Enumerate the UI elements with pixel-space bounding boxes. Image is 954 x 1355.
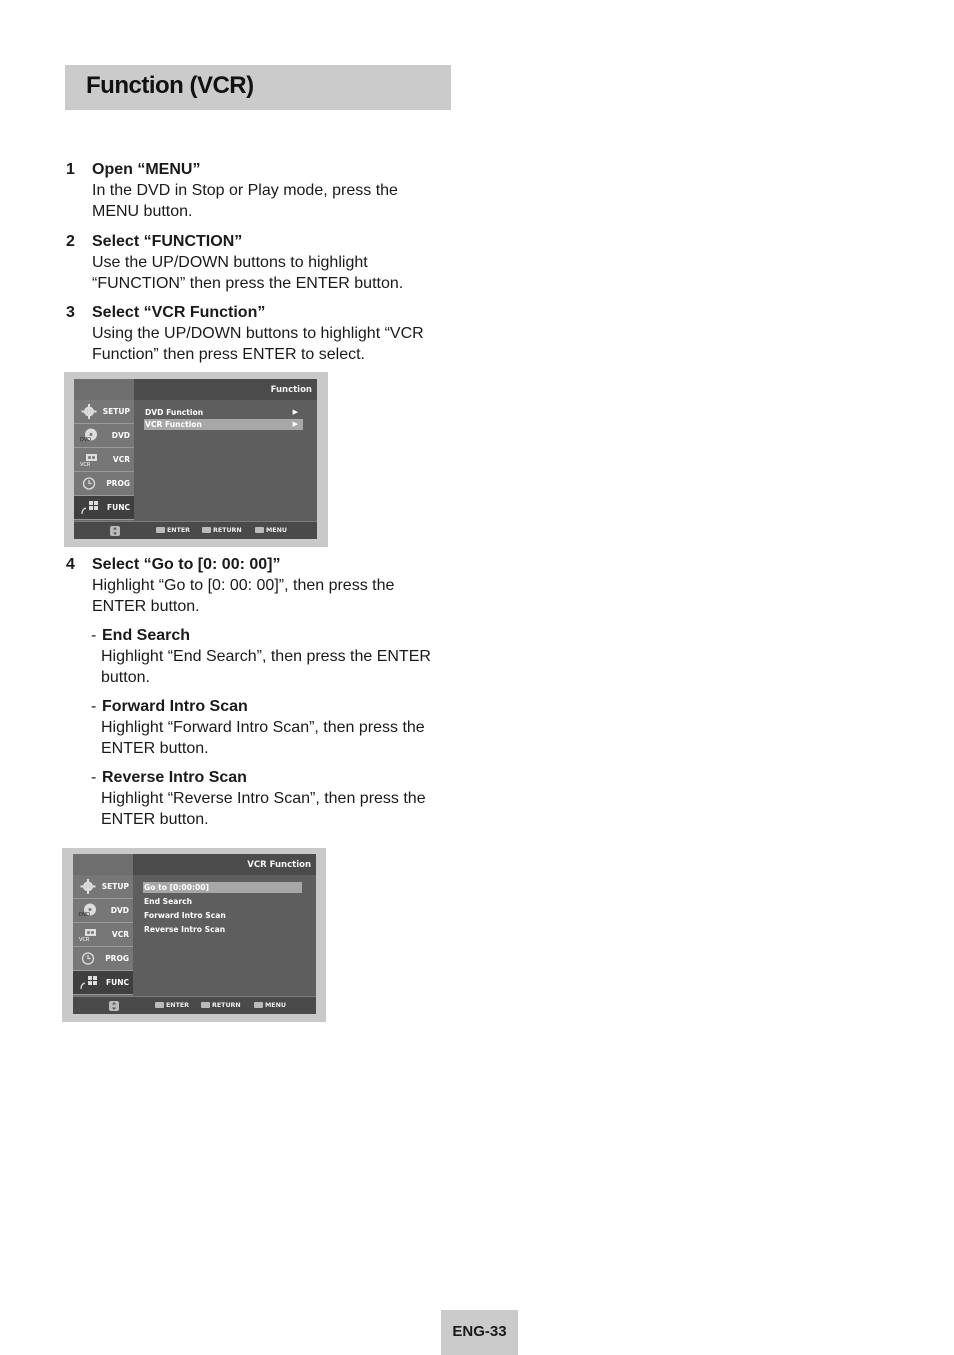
navigation-pad-icon xyxy=(108,1000,120,1012)
osd-screenshot-function xyxy=(64,372,328,547)
step-body: Using the UP/DOWN buttons to highlight “VCR Function” then press ENTER to select. xyxy=(92,325,424,363)
osd-sidebar-func[interactable]: FUNC xyxy=(74,496,134,520)
osd-menu-hint: MENU xyxy=(254,1002,286,1009)
return-key-icon xyxy=(201,1002,210,1008)
osd-sidebar-setup[interactable]: SETUP xyxy=(74,400,134,424)
function-grid-icon xyxy=(79,975,97,990)
osd-sidebar-setup[interactable]: SETUP xyxy=(73,875,133,899)
gear-icon xyxy=(80,404,98,419)
osd-sidebar-dvd[interactable]: DVD DVD xyxy=(73,899,133,923)
step-heading: Open “MENU” xyxy=(92,161,201,178)
play-arrow-icon: ▶ xyxy=(292,408,298,416)
menu-key-icon xyxy=(255,527,264,533)
svg-text:VCR: VCR xyxy=(80,462,91,467)
disc-icon xyxy=(79,903,97,918)
navigation-pad-icon xyxy=(109,525,121,537)
vcr-tape-icon xyxy=(79,927,97,942)
osd-content xyxy=(133,875,316,996)
substep-heading: End Search xyxy=(102,627,191,644)
step-body: Highlight “Go to [0: 00: 00]”, then press the ENTER button. xyxy=(92,577,395,615)
osd-menu-hint: MENU xyxy=(255,527,287,534)
osd-menu-item-forward-intro-scan[interactable]: Forward Intro Scan xyxy=(144,911,226,920)
page-number-badge xyxy=(441,1310,518,1355)
osd-sidebar-prog[interactable]: PROG xyxy=(74,472,134,496)
clock-icon xyxy=(80,476,98,491)
enter-key-icon xyxy=(155,1002,164,1008)
osd-sidebar xyxy=(74,400,134,521)
osd-enter-hint: ENTER xyxy=(156,527,190,534)
step-heading: Select “FUNCTION” xyxy=(92,233,243,250)
osd-enter-hint: ENTER xyxy=(155,1002,189,1009)
osd-bottom-bar xyxy=(73,996,316,1014)
title-bar xyxy=(65,65,451,110)
step-heading: Select “Go to [0: 00: 00]” xyxy=(92,556,281,573)
osd-content xyxy=(134,400,317,521)
function-grid-icon xyxy=(80,500,98,515)
osd-menu-item-reverse-intro-scan[interactable]: Reverse Intro Scan xyxy=(144,925,226,934)
osd-panel-title: Function xyxy=(270,385,312,395)
play-arrow-icon: ▶ xyxy=(292,420,298,428)
substep-body: Highlight “Forward Intro Scan”, then press the ENTER button. xyxy=(101,719,425,757)
step-body: Use the UP/DOWN buttons to highlight “FUNCTION” then press the ENTER button. xyxy=(92,254,404,292)
osd-menu-item-dvd-function[interactable]: DVD Function ▶ xyxy=(145,408,298,417)
step-heading: Select “VCR Function” xyxy=(92,304,266,321)
osd-sidebar xyxy=(73,875,133,996)
osd-sidebar-prog[interactable]: PROG xyxy=(73,947,133,971)
osd-screen xyxy=(74,379,317,539)
step-number: 2 xyxy=(66,233,75,250)
svg-text:VCR: VCR xyxy=(79,937,90,942)
page-number: ENG-33 xyxy=(452,1323,507,1340)
osd-top-bar xyxy=(74,379,317,400)
osd-screen xyxy=(73,854,316,1014)
svg-text:DVD: DVD xyxy=(79,912,91,918)
substep-body: Highlight “Reverse Intro Scan”, then press the ENTER button. xyxy=(101,790,426,828)
substep-heading: Forward Intro Scan xyxy=(102,698,248,715)
step-body: In the DVD in Stop or Play mode, press the MENU button. xyxy=(92,182,398,220)
step-number: 3 xyxy=(66,304,75,321)
osd-menu-item-go-to[interactable]: Go to [0:00:00] xyxy=(143,882,302,893)
page-title: Function (VCR) xyxy=(86,72,254,99)
clock-icon xyxy=(79,951,97,966)
osd-menu-item-end-search[interactable]: End Search xyxy=(144,897,193,906)
vcr-tape-icon xyxy=(80,452,98,467)
substep-body: Highlight “End Search”, then press the ENTER button. xyxy=(101,648,431,686)
menu-key-icon xyxy=(254,1002,263,1008)
osd-bottom-bar xyxy=(74,521,317,539)
osd-screenshot-vcr-function xyxy=(62,848,326,1022)
step-number: 4 xyxy=(66,556,75,573)
osd-return-hint: RETURN xyxy=(202,527,242,534)
substep-heading: Reverse Intro Scan xyxy=(102,769,247,786)
step-number: 1 xyxy=(66,161,75,178)
osd-menu-item-vcr-function[interactable]: VCR Function ▶ xyxy=(144,419,303,430)
enter-key-icon xyxy=(156,527,165,533)
osd-sidebar-vcr[interactable]: VCR VCR xyxy=(74,448,134,472)
gear-icon xyxy=(79,879,97,894)
return-key-icon xyxy=(202,527,211,533)
osd-panel-title: VCR Function xyxy=(247,860,311,870)
osd-sidebar-func[interactable]: FUNC xyxy=(73,971,133,995)
osd-top-bar xyxy=(73,854,316,875)
osd-sidebar-vcr[interactable]: VCR VCR xyxy=(73,923,133,947)
svg-text:DVD: DVD xyxy=(80,437,92,443)
disc-icon xyxy=(80,428,98,443)
osd-sidebar-dvd[interactable]: DVD DVD xyxy=(74,424,134,448)
osd-return-hint: RETURN xyxy=(201,1002,241,1009)
